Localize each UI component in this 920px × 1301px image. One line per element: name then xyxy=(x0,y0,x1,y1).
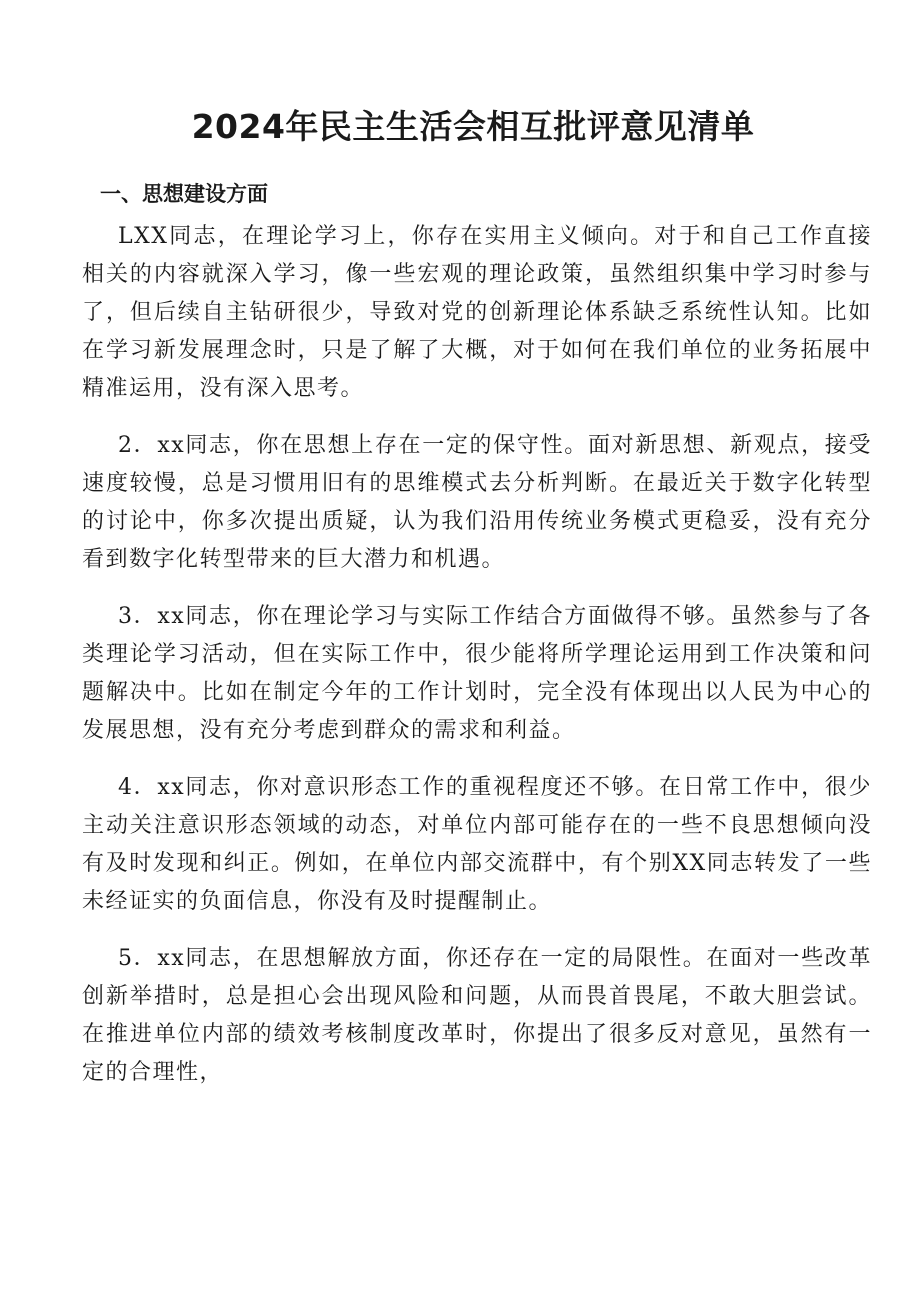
paragraph-4: 4．xx同志，你对意识形态工作的重视程度还不够。在日常工作中，很少主动关注意识形态领域的动态，对单位内部可能存在的一些不良思想倾向没有及时发现和纠正。例如，在单位内部交流群中，有个别XX同志转发了一些未经证实的负面信息，你没有及时提醒制止。 xyxy=(82,775,872,914)
section-heading: 一、思想建设方面 xyxy=(100,182,268,206)
document-title: 2024年民主生活会相互批评意见清单 xyxy=(191,107,755,146)
paragraph-1: LXX同志，在理论学习上，你存在实用主义倾向。对于和自己工作直接相关的内容就深入学习，像一些宏观的理论政策，虽然组织集中学习时参与了，但后续自主钻研很少，导致对党的创新理论体系缺乏系统性认知。比如在学习新发展理念时，只是了解了大概，对于如何在我们单位的业务拓展中精准运用，没有深入思考。 xyxy=(82,224,872,401)
paragraph-2: 2．xx同志，你在思想上存在一定的保守性。面对新思想、新观点，接受速度较慢，总是习惯用旧有的思维模式去分析判断。在最近关于数字化转型的讨论中，你多次提出质疑，认为我们沿用传统业务模式更稳妥，没有充分看到数字化转型带来的巨大潜力和机遇。 xyxy=(82,433,872,572)
paragraph-5: 5．xx同志，在思想解放方面，你还存在一定的局限性。在面对一些改革创新举措时，总是担心会出现风险和问题，从而畏首畏尾，不敢大胆尝试。在推进单位内部的绩效考核制度改革时，你提出了很多反对意见，虽然有一定的合理性， xyxy=(82,946,872,1085)
paragraph-3: 3．xx同志，你在理论学习与实际工作结合方面做得不够。虽然参与了各类理论学习活动，但在实际工作中，很少能将所学理论运用到工作决策和问题解决中。比如在制定今年的工作计划时，完全没有体现出以人民为中心的发展思想，没有充分考虑到群众的需求和利益。 xyxy=(82,604,872,743)
